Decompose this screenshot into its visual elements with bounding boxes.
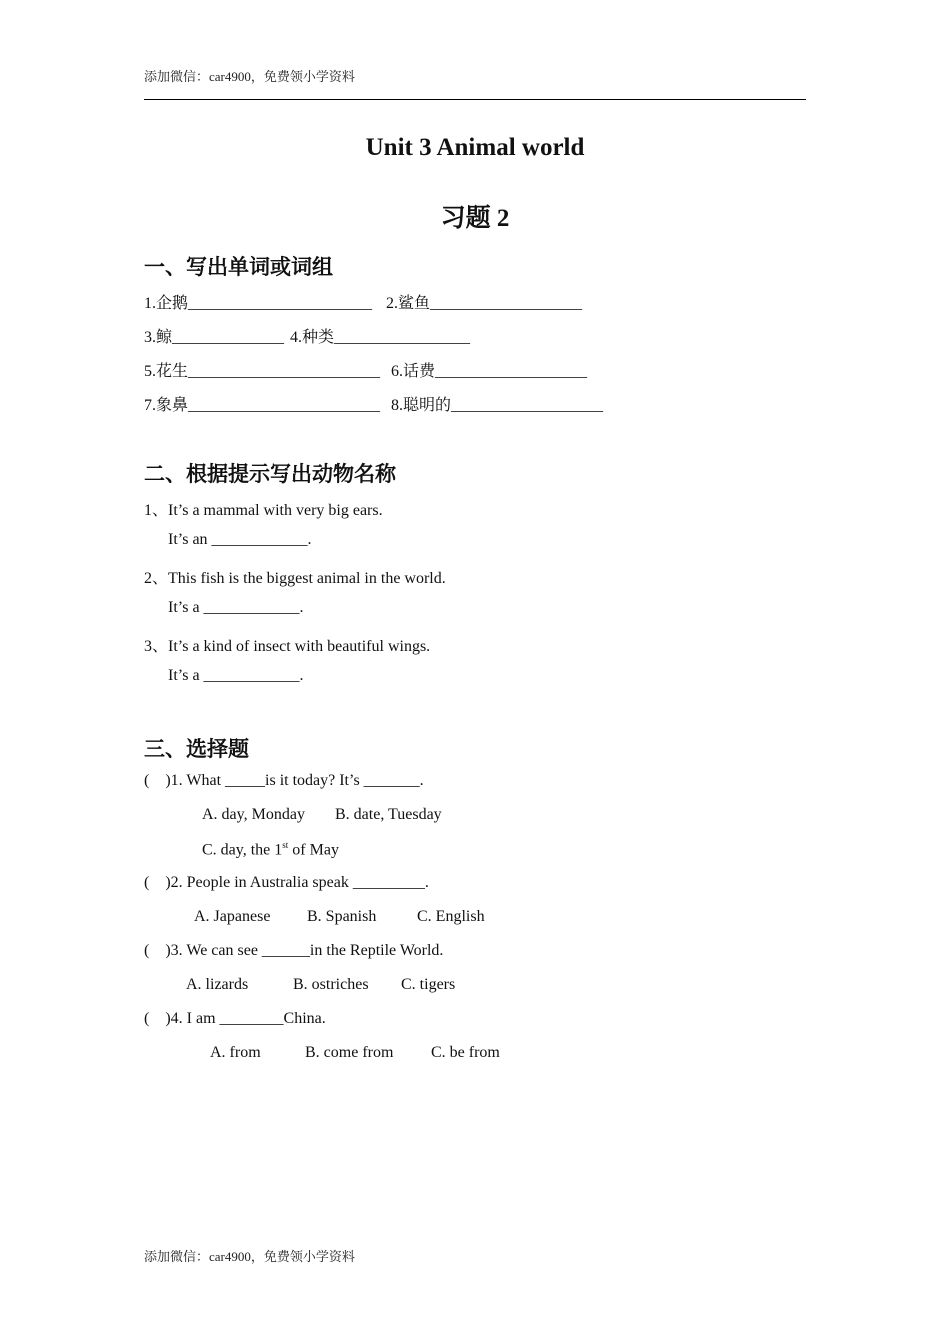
page-subtitle: 习题 2 xyxy=(440,205,510,232)
riddle-answer-1: It’s an ____________. xyxy=(168,531,312,548)
q2-option-a: A. Japanese xyxy=(194,908,271,925)
section-1-heading: 一、写出单词或词组 xyxy=(144,255,333,279)
riddle-question-2: 2、This fish is the biggest animal in the world. xyxy=(144,570,446,587)
vocab-item-8: 8.聪明的___________________ xyxy=(391,397,604,414)
choice-question-1: ( )1. What _____is it today? It’s _______. xyxy=(144,772,424,789)
page-title: Unit 3 Animal world xyxy=(365,134,585,161)
q1-option-c: C. day, the 1st of May xyxy=(202,840,339,859)
q3-option-c: C. tigers xyxy=(401,976,456,993)
section-2-heading: 二、根据提示写出动物名称 xyxy=(144,462,396,486)
q4-option-b: B. come from xyxy=(305,1044,394,1061)
riddle-answer-2: It’s a ____________. xyxy=(168,599,304,616)
q1-option-a: A. day, Monday xyxy=(202,806,305,823)
q4-option-a: A. from xyxy=(210,1044,261,1061)
riddle-question-3: 3、It’s a kind of insect with beautiful wings. xyxy=(144,638,431,655)
vocab-item-2: 2.鲨鱼___________________ xyxy=(382,295,583,312)
vocab-item-6: 6.话费___________________ xyxy=(391,363,588,380)
q1-option-b: B. date, Tuesday xyxy=(335,806,442,823)
q3-option-b: B. ostriches xyxy=(293,976,369,993)
q2-option-b: B. Spanish xyxy=(307,908,377,925)
page-header: 添加微信：car4900，免费领小学资料 xyxy=(144,69,355,84)
choice-question-2: ( )2. People in Australia speak _________. xyxy=(144,874,429,891)
header-rule xyxy=(144,99,806,100)
vocab-item-4: 4.种类_________________ xyxy=(290,329,471,346)
vocab-item-1: 1.企鹅_______________________ xyxy=(144,295,373,312)
choice-question-4: ( )4. I am ________China. xyxy=(144,1010,326,1027)
vocab-item-3: 3.鲸______________ xyxy=(144,329,285,346)
riddle-answer-3: It’s a ____________. xyxy=(168,667,304,684)
section-3-heading: 三、选择题 xyxy=(144,737,249,761)
choice-question-3: ( )3. We can see ______in the Reptile World. xyxy=(144,942,444,959)
riddle-question-1: 1、It’s a mammal with very big ears. xyxy=(144,502,383,519)
vocab-item-5: 5.花生________________________ xyxy=(144,363,381,380)
q2-option-c: C. English xyxy=(417,908,485,925)
page-footer: 添加微信：car4900，免费领小学资料 xyxy=(144,1249,355,1264)
q3-option-a: A. lizards xyxy=(186,976,249,993)
vocab-item-7: 7.象鼻________________________ xyxy=(144,397,381,414)
q4-option-c: C. be from xyxy=(431,1044,500,1061)
